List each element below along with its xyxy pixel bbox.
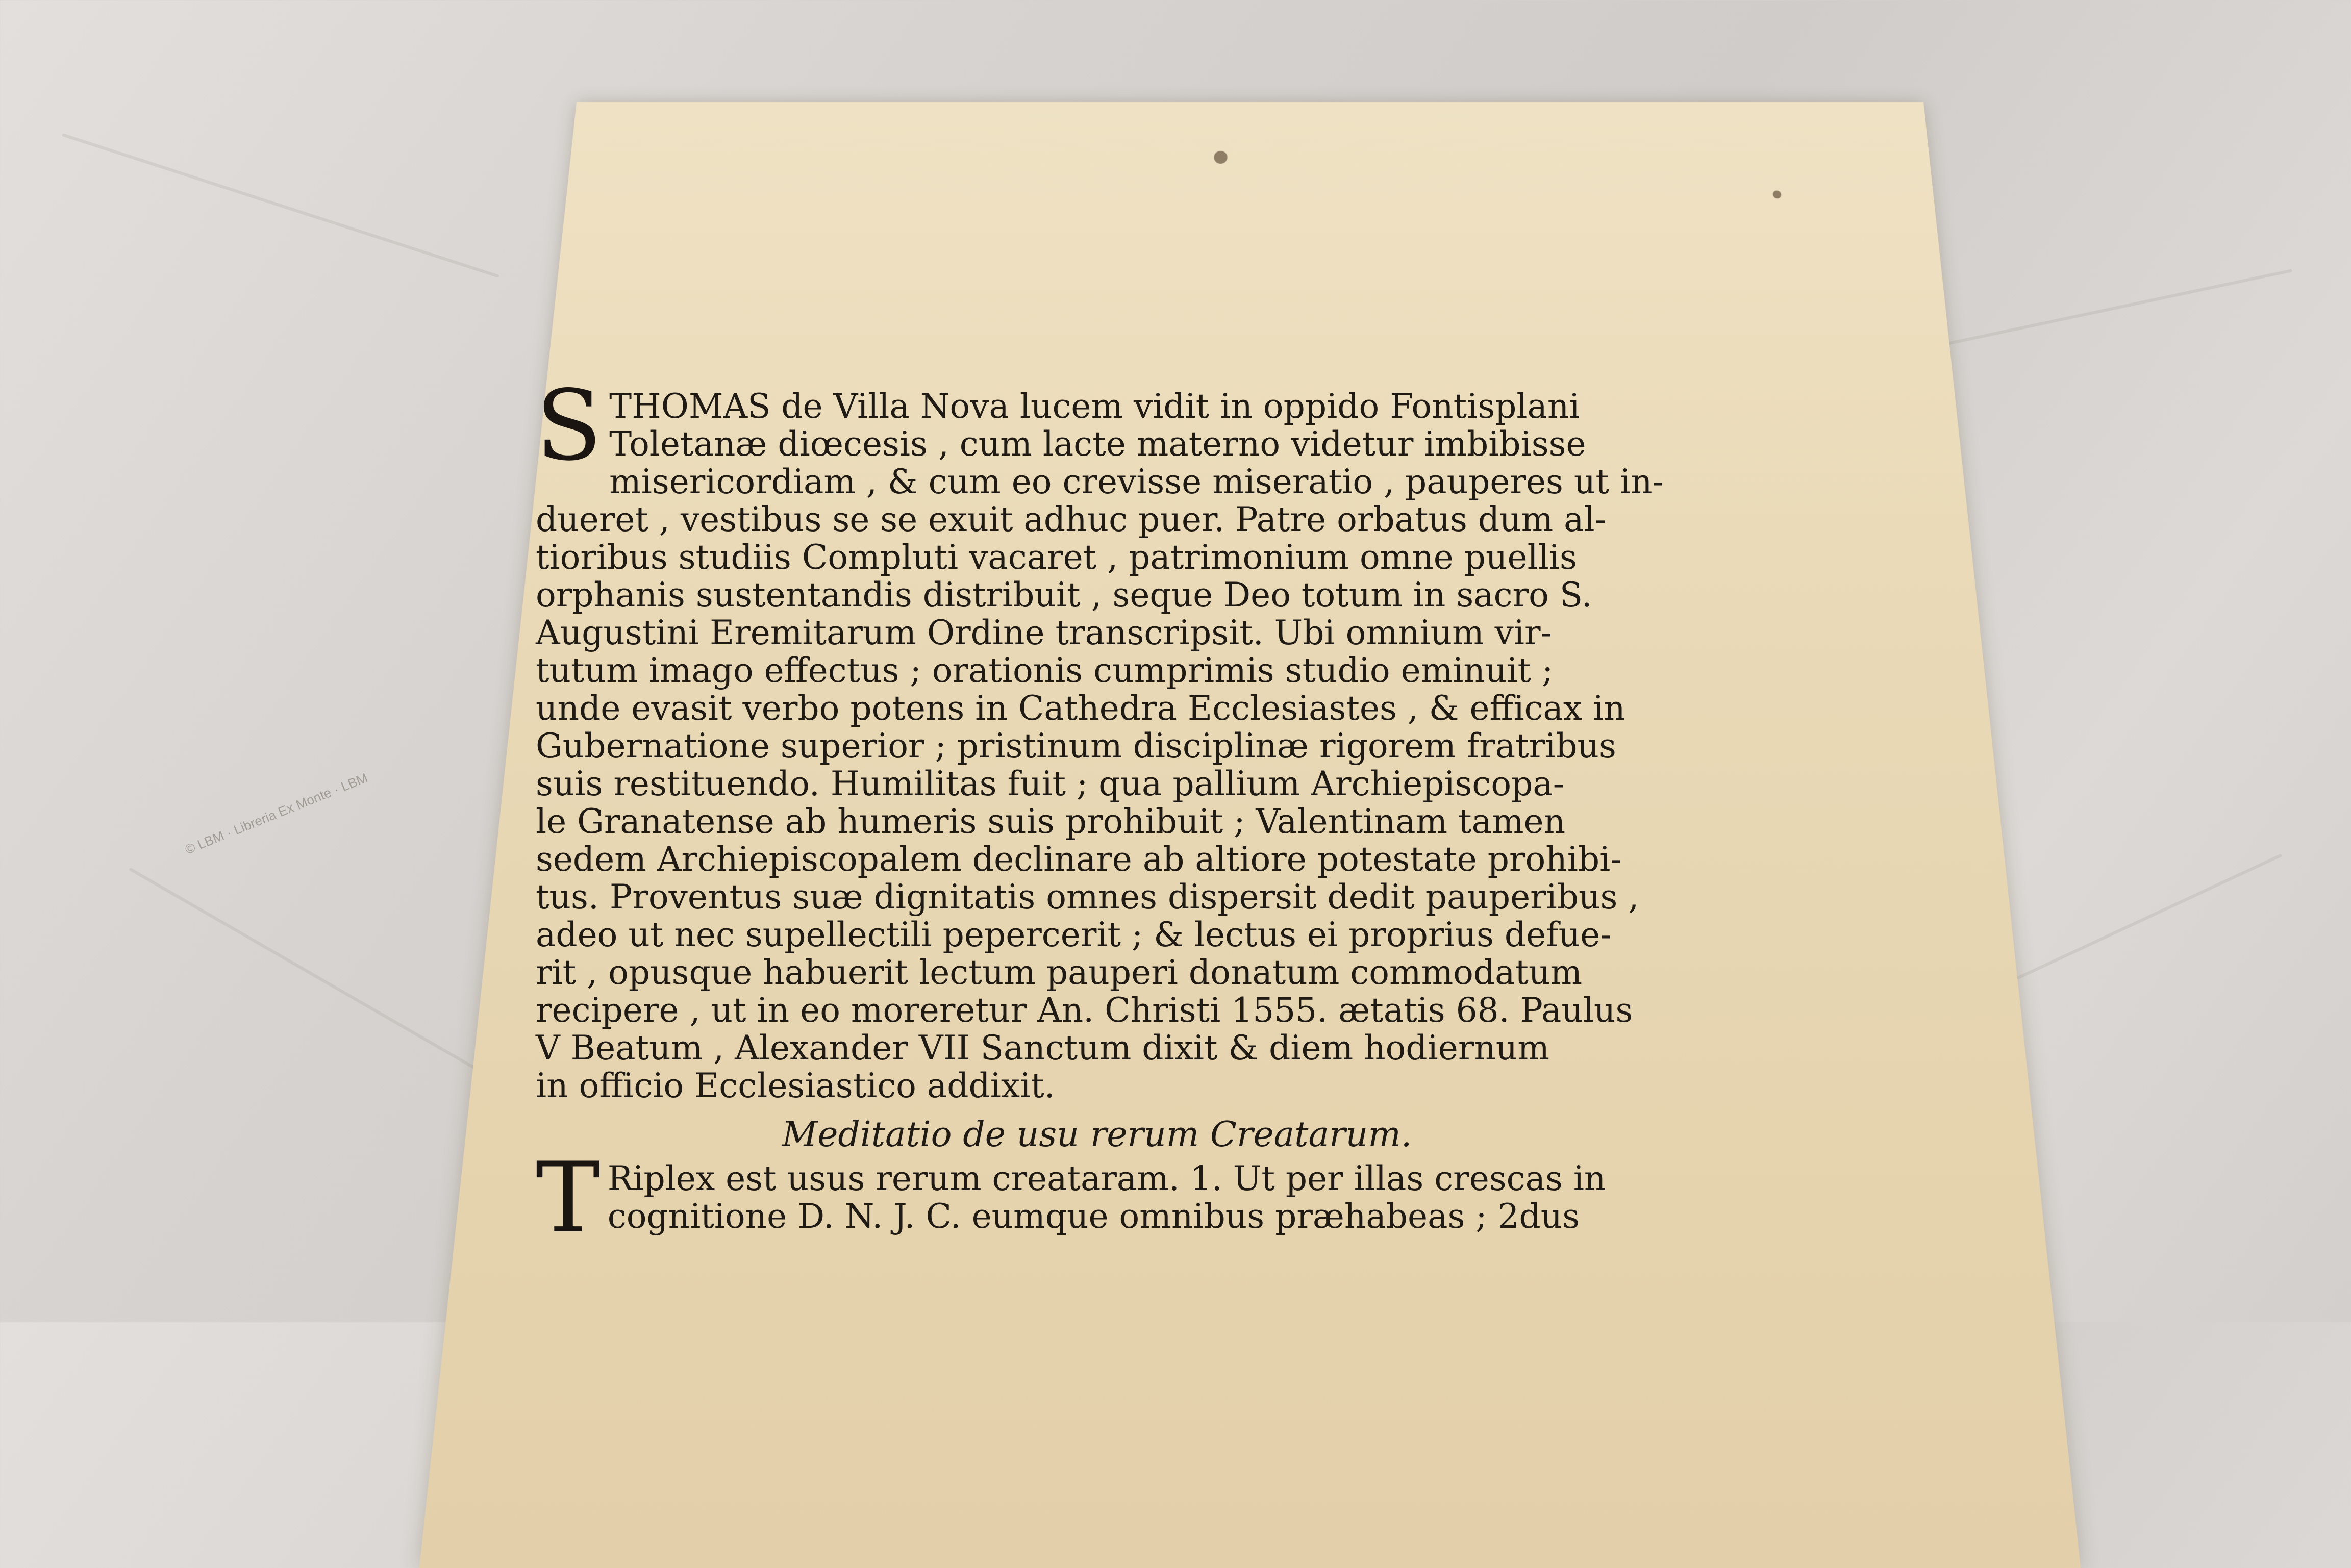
text-line: V Beatum , Alexander VII Sanctum dixit & diem hodiernum [536,1028,1549,1068]
text-line: Riplex est usus rerum creataram. 1. Ut per illas crescas in [607,1159,1606,1198]
text-line: cognitione D. N. J. C. eumque omnibus præhabeas ; 2dus [607,1197,1580,1236]
text-line: Augustini Eremitarum Ordine transcripsit. Ubi omnium vir- [536,613,1552,652]
marble-vein [129,867,484,1074]
text-line: tioribus studiis Compluti vacaret , patrimonium omne puellis [536,538,1577,577]
text-line: orphanis sustentandis distribuit , seque Deo totum in sacro S. [536,575,1592,615]
marble-vein [1942,269,2292,346]
ink-spot [1214,151,1227,164]
meditation-title: Meditatio de usu rerum Creatarum. [782,1115,1412,1155]
text-line: in officio Ecclesiastico addixit. [536,1066,1055,1105]
marble-vein [2004,853,2282,985]
text-line: Toletanæ diœcesis , cum lacte materno videtur imbibisse [609,424,1586,464]
text-line: recipere , ut in eo moreretur An. Christi 1555. ætatis 68. Paulus [536,991,1633,1030]
text-line: rit , opusque habuerit lectum pauperi donatum commodatum [536,953,1583,992]
text-line: sedem Archiepiscopalem declinare ab altiore potestate prohibi- [536,840,1622,879]
dropcap-s: S [536,369,603,482]
photo-watermark: © LBM · Libreria Ex Monte · LBM [183,770,370,857]
text-line: suis restituendo. Humilitas fuit ; qua pallium Archiepiscopa- [536,764,1565,803]
paragraph-meditation [536,1142,1658,1254]
text-line: unde evasit verbo potens in Cathedra Ecclesiastes , & efficax in [536,689,1625,728]
text-line: Gubernatione superior ; pristinum disciplinæ rigorem fratribus [536,726,1616,766]
page-text [536,369,1664,1254]
ink-spot [1772,191,1782,199]
text-line: dueret , vestibus se se exuit adhuc puer. Patre orbatus dum al- [536,500,1606,539]
marble-vein [62,133,499,278]
text-line: le Granatense ab humeris suis prohibuit ; Valentinam tamen [536,802,1566,841]
text-line: tutum imago effectus ; orationis cumprimis studio eminuit ; [536,651,1554,690]
text-line: THOMAS de Villa Nova lucem vidit in oppido Fontisplani [609,387,1580,426]
dropcap-t: T [536,1142,601,1254]
text-line: adeo ut nec supellectili pepercerit ; & lectus ei proprius defue- [536,915,1612,954]
paragraph-saint-thomas [536,369,1664,1105]
text-line: tus. Proventus suæ dignitatis omnes dispersit dedit pauperibus , [536,877,1639,917]
text-line: misericordiam , & cum eo crevisse miseratio , pauperes ut in- [609,462,1664,501]
